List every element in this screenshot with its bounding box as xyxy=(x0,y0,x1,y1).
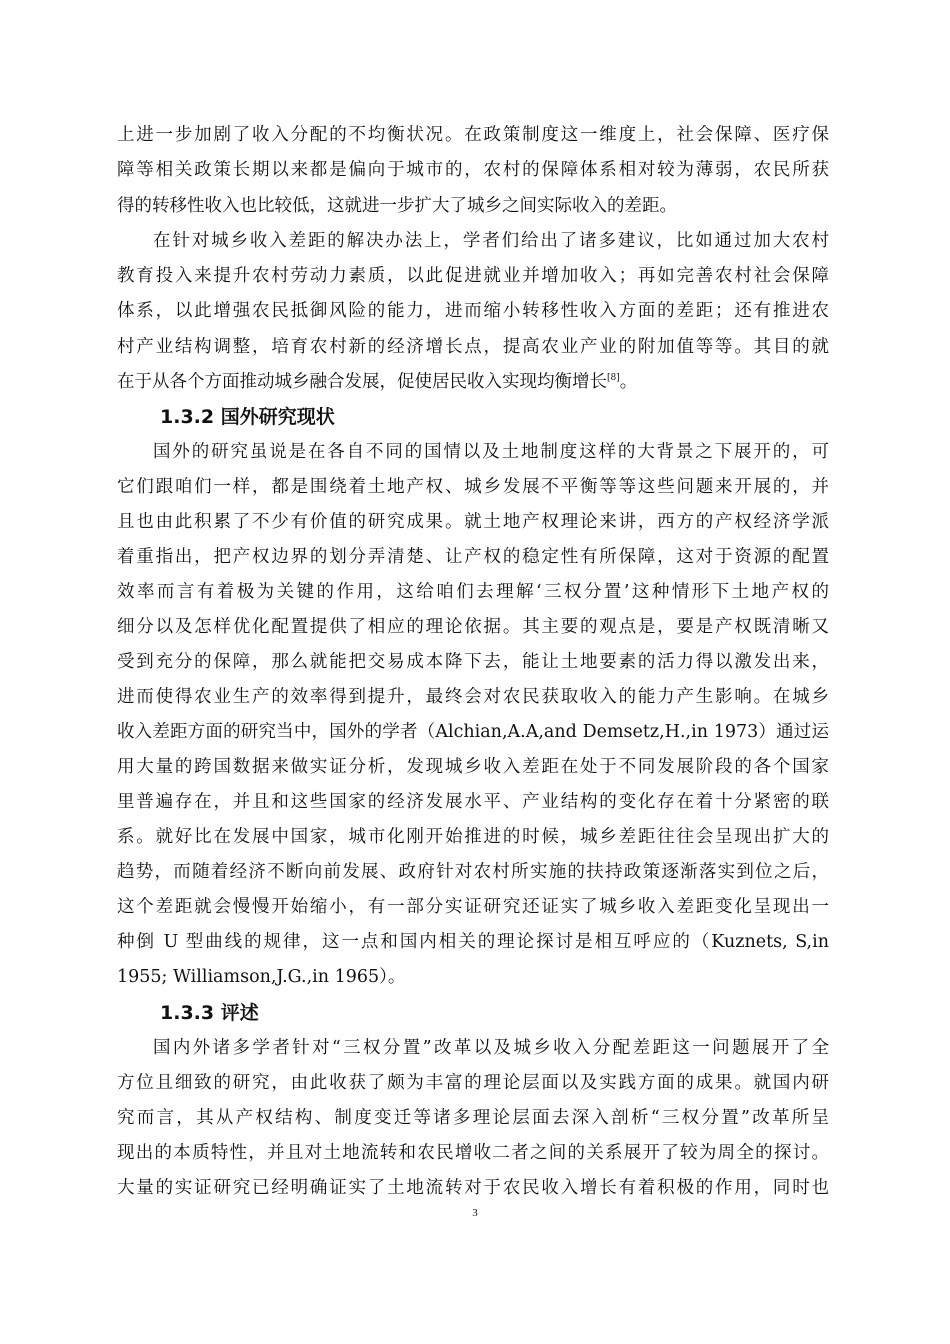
text-line: 在针对城乡收入差距的解决办法上，学者们给出了诸多建议，比如通过加大农村 xyxy=(153,231,829,251)
text-line: 究而言，其从产权结构、制度变迁等诸多理论层面去深入剖析“三权分置”改革所呈 xyxy=(117,1108,829,1128)
text-line: 用大量的跨国数据来做实证分析，发现城乡收入差距在处于不同发展阶段的各个国家 xyxy=(117,757,829,777)
section-heading: 1.3.2 国外研究现状 xyxy=(160,406,335,428)
text-line: 国外的研究虽说是在各自不同的国情以及土地制度这样的大背景之下展开的，可 xyxy=(153,442,829,462)
text-line: 且也由此积累了不少有价值的研究成果。就土地产权理论来讲，西方的产权经济学派 xyxy=(117,512,829,532)
text-line: 教育投入来提升农村劳动力素质，以此促进就业并增加收入；再如完善农村社会保障 xyxy=(117,266,829,286)
text-line: 里普遍存在，并且和这些国家的经济发展水平、产业结构的变化存在着十分紧密的联 xyxy=(117,792,829,812)
text-line: 着重指出，把产权边界的划分弄清楚、让产权的稳定性有所保障，这对于资源的配置 xyxy=(117,547,829,567)
page-number: 3 xyxy=(472,1207,478,1219)
text-line: 大量的实证研究已经明确证实了土地流转对于农民收入增长有着积极的作用，同时也 xyxy=(117,1178,829,1198)
text-line: 种倒 U 型曲线的规律，这一点和国内相关的理论探讨是相互呼应的（Kuznets, S,in xyxy=(117,932,829,952)
section-heading: 1.3.3 评述 xyxy=(160,1002,259,1024)
text-line: 1955; Williamson,J.G.,in 1965）。 xyxy=(117,967,406,987)
text-segment: 在于从各个方面推动城乡融合发展，促使居民收入实现均衡增长 xyxy=(117,372,607,392)
text-line: 得的转移性收入也比较低，这就进一步扩大了城乡之间实际收入的差距。 xyxy=(117,196,677,216)
text-line: 方位且细致的研究，由此收获了颇为丰富的理论层面以及实践方面的成果。就国内研 xyxy=(117,1073,829,1093)
text-line: 障等相关政策长期以来都是偏向于城市的，农村的保障体系相对较为薄弱，农民所获 xyxy=(117,160,829,180)
text-line: 收入差距方面的研究当中，国外的学者（Alchian,A.A,and Demsetz,H.,in 1973）通过运 xyxy=(117,722,829,742)
text-line: 进而使得农业生产的效率得到提升，最终会对农民获取收入的能力产生影响。在城乡 xyxy=(117,687,829,707)
text-line: 这个差距就会慢慢开始缩小，有一部分实证研究还证实了城乡收入差距变化呈现出一 xyxy=(117,897,829,917)
text-line: 国内外诸多学者针对“三权分置”改革以及城乡收入分配差距这一问题展开了全 xyxy=(153,1038,829,1058)
text-line xyxy=(117,365,829,399)
text-line: 上进一步加剧了收入分配的不均衡状况。在政策制度这一维度上，社会保障、医疗保 xyxy=(117,125,829,145)
text-line: 细分以及怎样优化配置提供了相应的理论依据。其主要的观点是，要是产权既清晰又 xyxy=(117,617,829,637)
text-line: 效率而言有着极为关键的作用，这给咱们去理解‘三权分置’这种情形下土地产权的 xyxy=(117,582,829,602)
text-line: 趋势，而随着经济不断向前发展、政府针对农村所实施的扶持政策逐渐落实到位之后， xyxy=(117,862,829,882)
text-line: 受到充分的保障，那么就能把交易成本降下去，能让土地要素的活力得以激发出来， xyxy=(117,652,829,672)
text-segment: 。 xyxy=(619,372,638,392)
text-line: 系。就好比在发展中国家，城市化刚开始推进的时候，城乡差距往往会呈现出扩大的 xyxy=(117,827,829,847)
text-line: 现出的本质特性，并且对土地流转和农民增收二者之间的关系展开了较为周全的探讨。 xyxy=(117,1143,829,1163)
text-line: 村产业结构调整，培育农村新的经济增长点，提高农业产业的附加值等等。其目的就 xyxy=(117,337,829,357)
text-line: 它们跟咱们一样，都是围绕着土地产权、城乡发展不平衡等等这些问题来开展的，并 xyxy=(117,477,829,497)
citation-mark: [8] xyxy=(607,373,620,383)
text-line: 体系，以此增强农民抵御风险的能力，进而缩小转移性收入方面的差距；还有推进农 xyxy=(117,301,829,321)
